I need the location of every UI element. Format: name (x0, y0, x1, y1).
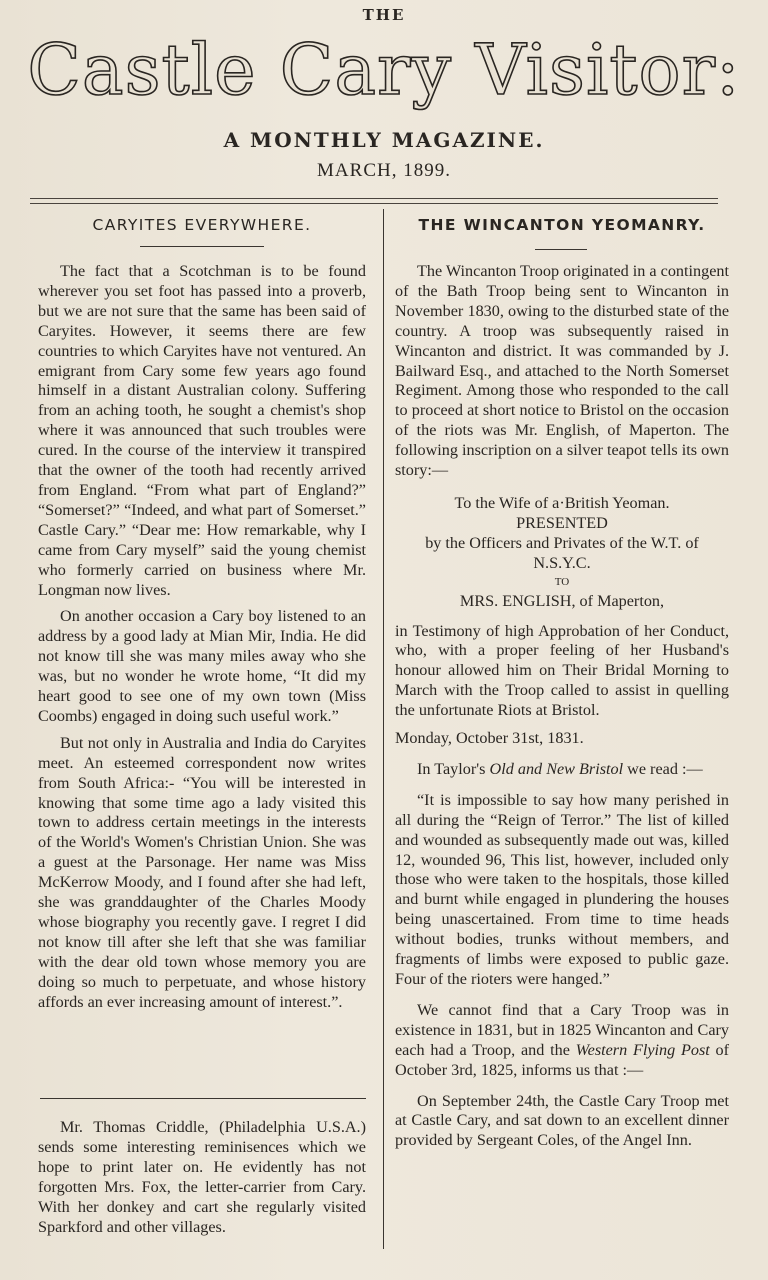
left-heading-rule (140, 246, 264, 247)
book-title: Old and New Bristol (489, 759, 624, 778)
article-paragraph: On September 24th, the Castle Cary Troop met at Castle Cary, and sat down to an excellent dinner provided by Sergeant Coles, of the Angel Inn. (395, 1091, 729, 1150)
inscription-line: TO (554, 575, 570, 588)
text-run: we read :— (623, 759, 703, 778)
text-run: In Taylor's (417, 759, 490, 778)
header-rule-bottom (30, 203, 718, 204)
left-note (38, 1118, 366, 1237)
inscription-text: in Testimony of high Approbation of her Conduct, who, with a proper feeling of her Husband's honour allowed him on Their Bridal Morning to March with the Troop called to assist in quelling the unfortunate Riots at Bristol. (395, 621, 729, 720)
article-paragraph (395, 1001, 729, 1081)
right-heading-rule (535, 249, 587, 250)
article-paragraph (395, 760, 729, 780)
note-paragraph: Mr. Thomas Criddle, (Philadelphia U.S.A.) sends some interesting reminisences which we hope to print later on. He evidently has not forgotten Mrs. Fox, the letter-carrier from Cary. With her donkey and cart she regularly visited Sparkford and other villages. (38, 1118, 366, 1236)
quotation: “It is impossible to say how many perished in all during the “Reign of Terror.” The list of killed and wounded as subsequently made out was, killed 12, wounded 96, This list, however, included only those who were taken to the hospitals, those killed and burnt while engaged in plundering the houses being unascertained. From time to time heads without bodies, trunks without members, and fragments of limbs were exposed to public gaze. Four of the rioters were hanged.” (395, 790, 729, 988)
masthead-the: THE (362, 6, 406, 24)
inscription-line: To the Wife of a·British Yeoman. (454, 493, 670, 512)
inscription-recipient: MRS. ENGLISH, of Maperton, (459, 591, 665, 610)
article-paragraph: On another occasion a Cary boy listened to an address by a good lady at Mian Mir, India. He did not know till she was many miles away who she was, but no wonder he wrote home, “It did my heart good to see one of my own town (Miss Coombs) engaged in doing such useful work.” (38, 607, 366, 725)
article-paragraph: The fact that a Scotchman is to be found wherever you set foot has passed into a proverb, but we are not sure that the same has been said of Caryites. However, it seems there are few countries to which Caryites have not ventured. An emigrant from Cary some few years ago found himself in a distant Australian colony. Suffering from an aching tooth, he sought a chemist's shop where it was announced that such troubles were cured. In the course of the interview it transpired that the owner of the tooth had recently arrived from England. “From what part of England?” “Somerset?” “Indeed, and what part of Somerset.” Castle Cary.” “Dear me: How remarkable, why I came from Cary myself” said the young chemist who formerly carried on business where Mr. Longman now lives. (38, 262, 366, 599)
article-paragraph: The Wincanton Troop originated in a contingent of the Bath Troop being sent to Wincanton in November 1830, owing to the disturbed state of the country. A troop was subsequently raised in Wincanton and district. It was commanded by J. Bailward Esq., and attached to the North Somerset Regiment. Among those who responded to the call to proceed at short notice to Bristol on the occasion of the riots was Mr. English, of Maperton. The following inscription on a silver teapot tells its own story:— (395, 262, 729, 480)
issue-date: MARCH, 1899. (317, 160, 451, 181)
masthead-subtitle: A MONTHLY MAGAZINE. (223, 128, 545, 152)
header-rule-top (30, 198, 718, 199)
right-article (395, 262, 729, 1151)
left-section-rule (40, 1098, 366, 1099)
left-column-heading: CARYITES EVERYWHERE. (92, 216, 312, 234)
inscription-line: PRESENTED (516, 513, 608, 532)
text-run: of October 3rd, 1825, informs us that :— (395, 1040, 729, 1079)
column-divider (383, 209, 384, 1249)
text-run: We cannot find that a Cary Troop was in existence in 1831, but in 1825 Wincanton and Cary each had a Troop, and the (395, 1000, 729, 1059)
newspaper-title: Western Flying Post (575, 1040, 710, 1059)
left-article (38, 262, 366, 1013)
inscription-date: Monday, October 31st, 1831. (395, 729, 584, 748)
article-paragraph: But not only in Australia and India do Caryites meet. An esteemed correspondent now writes from South Africa:- “You will be interested in knowing that some time ago a lady visited this town to address certain meetings in the interests of the World's Women's Christian Union. She was a guest at the Parsonage. Her name was Miss McKerrow Moody, and I found after she had left, she was granddaughter of the Charles Moody whose biography you recently gave. I regret I did not know till after she left that she was familiar with the dear old town whose memory you are doing so much to perpetuate, and whose history affords an ever increasing amount of interest.”. (38, 733, 366, 1011)
right-column-heading: THE WINCANTON YEOMANRY. (418, 216, 706, 234)
inscription-line: by the Officers and Privates of the W.T. of N.S.Y.C. (425, 533, 699, 572)
masthead-title: Castle Cary Visitor: (27, 29, 741, 111)
